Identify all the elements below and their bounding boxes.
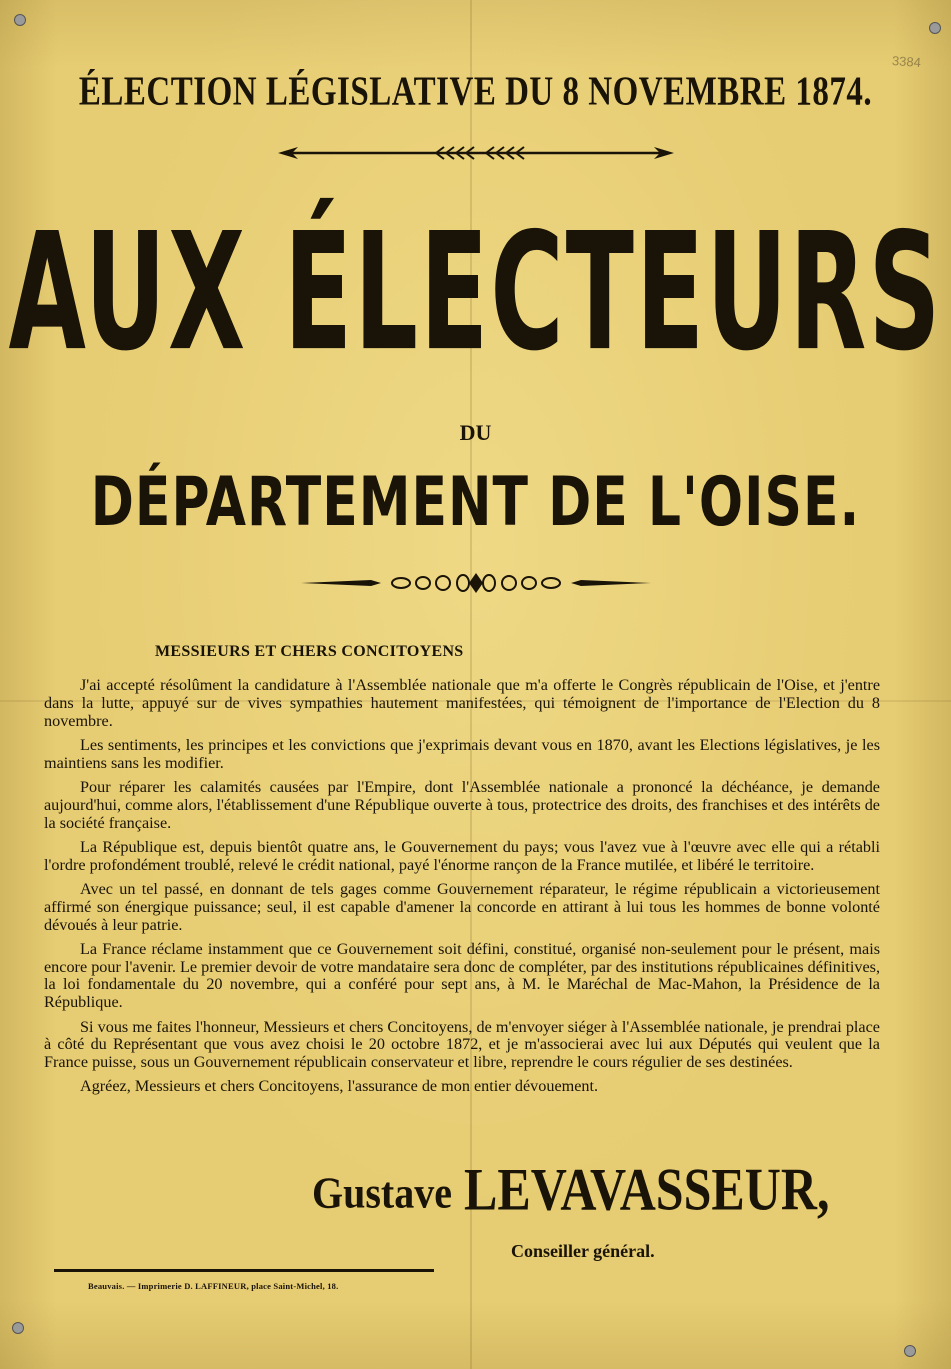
pin-bottom-left-icon [12, 1322, 24, 1334]
du-label: DU [459, 420, 492, 445]
printer-imprint: Beauvais. — Imprimerie D. LAFFINEUR, place Saint-Michel, 18. [88, 1281, 339, 1291]
signature-first-name: Gustave [312, 1167, 452, 1218]
paragraph-republic-record: La République est, depuis bientôt quatre ans, le Gouvernement du pays; vous l'avez vue à l'œuvre avec elle qui a rétabli l'ordre profondément troublé, relevé le crédit national, payé l'énorme rançon de la France mutilée, et libéré le territoire. [44, 837, 880, 874]
paragraph-convictions: Les sentiments, les principes et les convictions que j'exprimais devant vous en 1870, avant les Elections législatives, je les maintiens sans les modifier. [44, 735, 880, 772]
paragraph-government-definition: La France réclame instamment que ce Gouvernement soit défini, constitué, organisé non-seulement pour le présent, mais encore pour l'avenir. Le premier devoir de votre mandataire sera donc de compléter, par des institutions républicaines définitives, la loi fondamentale du 20 novembre, qui a conféré pour sept ans, à M. le Maréchal de Mac-Mahon, la Présidence de la République. [44, 939, 880, 1012]
department-title: DÉPARTEMENT DE L'OISE. [90, 464, 861, 542]
signature-title: Conseiller général. [511, 1241, 655, 1261]
pin-bottom-right-icon [904, 1345, 916, 1357]
accession-number: 3384 [891, 53, 922, 70]
letter-body [44, 677, 880, 1103]
signature-last-name: LEVAVASSEUR, [464, 1155, 830, 1223]
paragraph-past-pledges: Avec un tel passé, en donnant de tels gages comme Gouvernement réparateur, le régime républicain a victorieusement affirmé son énergique puissance; seul, il est capable d'amener la concorde en attirant à lui tous les hommes de bonne volonté dévoués à leur patrie. [44, 879, 880, 934]
election-date-heading: ÉLECTION LÉGISLATIVE DU 8 NOVEMBRE 1874. [78, 69, 873, 115]
scroll-ornament-icon [0, 570, 951, 601]
signature [312, 1155, 830, 1223]
main-title: AUX ÉLECTEURS [8, 197, 943, 387]
bottom-rule [54, 1269, 434, 1272]
paragraph-closing: Agréez, Messieurs et chers Concitoyens, l'assurance de mon entier dévouement. [80, 1077, 599, 1096]
paragraph-candidacy: J'ai accepté résolûment la candidature à l'Assemblée nationale que m'a offerte le Congrès républicain de l'Oise, et j'entre dans la lutte, appuyé sur de vives sympathies hautement manifestées, qui témoignent de l'importance de l'Election du 8 novembre. [44, 676, 880, 730]
arrow-ornament-icon [0, 143, 951, 168]
pin-top-left-icon [14, 14, 26, 26]
paragraph-republic-demand: Pour réparer les calamités causées par l'Empire, dont l'Assemblée nationale a prononcé la déchéance, je demande aujourd'hui, comme alors, l'établissement d'une République ouverte à tous, protectrice des droits, des franchises et des intérêts de la société française. [44, 777, 880, 832]
pin-top-right-icon [929, 22, 941, 34]
salutation: MESSIEURS ET CHERS CONCITOYENS [155, 643, 464, 660]
paragraph-honour: Si vous me faites l'honneur, Messieurs et chers Concitoyens, de m'envoyer siéger à l'Assemblée nationale, je prendrai place à côté du Représentant que vous avez choisi le 20 octobre 1872, et je m'associerai avec lui aux Députés qui veulent que la France puisse, sous un Gouvernement républicain conservateur et libre, reprendre le cours régulier de ses destinées. [44, 1017, 880, 1072]
